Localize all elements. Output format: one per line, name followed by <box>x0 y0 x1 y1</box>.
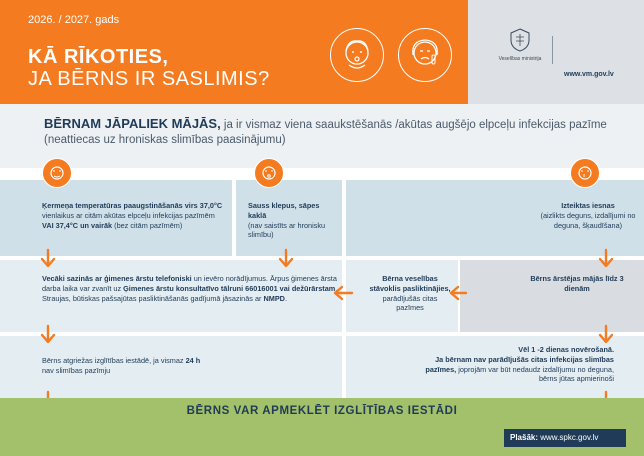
ministry-name: Veselības ministrija <box>498 56 542 62</box>
nose-note: (aizlikts deguns, izdalījumi no deguna, šķaudīšana) <box>540 210 636 230</box>
intro-rest: ja ir vismaz viena saaukstēšanās /akūtas augšējo elpceļu infekcijas pazīme (neattiecas uz hroniskas slimības paasinājumu) <box>44 119 607 146</box>
parents-bold-2: Ģimenes ārstu konsultatīvo tālruni 66016001 <box>123 283 278 293</box>
cough-bold: Sauss klepus, sāpes kaklā <box>248 201 320 220</box>
parents-text-3: . Straujas, būtiskas pašsajūtas pasliktināšanās gadījumā jāsazinās ar <box>42 283 338 303</box>
parents-text-1: un ievēro norādījumus. Ārpus ģimenes ārsta darba laika var zvanīt uz <box>42 274 337 293</box>
fever-text-1: vienlaikus ar citām akūtas elpceļu infekcijas pazīmēm <box>42 210 215 220</box>
observe-note: joprojām var būt nedaudz izdalījumu no deguna, bērns jūtas apmierinoši <box>456 364 614 384</box>
more-info-link[interactable] <box>504 429 626 447</box>
parents-text-4: . <box>284 293 287 303</box>
home-bold: Bērns ārstējas mājās līdz 3 dienām <box>530 274 624 293</box>
observe-bold-2: Ja bērnam nav parādījušās citas infekcijas slimības pazīmes, <box>425 354 614 374</box>
observe-bold-1: Vēl 1 -2 dienas novērošanā. <box>518 345 614 354</box>
ministry-website-link[interactable]: www.vm.gov.lv <box>564 71 614 78</box>
fever-bold-1: Ķermeņa temperatūras paaugstināšanās virs 37,0°C <box>42 201 223 210</box>
more-info-url: www.spkc.gov.lv <box>538 433 599 442</box>
fever-bold-2: VAI 37,4°C un vairāk <box>42 220 113 230</box>
attend-school-message: BĒRNS VAR APMEKLĒT IZGLĪTĪBAS IESTĀDI <box>186 405 458 417</box>
title-line-1: KĀ RĪKOTIES, <box>28 46 169 68</box>
year-label: 2026. / 2027. gads <box>28 14 120 26</box>
more-info-label: Plašāk: <box>510 433 539 442</box>
title-line-2: JA BĒRNS IR SASLIMIS? <box>28 68 270 90</box>
fever-text-2: (bez citām pazīmēm) <box>112 220 183 230</box>
intro-bold: BĒRNAM JĀPALIEK MĀJĀS, <box>44 116 221 131</box>
cough-note: (nav saistīts ar hronisku slimību) <box>248 220 326 240</box>
nose-bold: Izteiktas iesnas <box>561 201 615 210</box>
parents-bold-1: Vecāki sazinās ar ģimenes ārstu telefoniski <box>42 274 192 283</box>
return-bold: 24 h <box>185 356 201 365</box>
worse-bold: Bērna veselības stāvoklis pasliktinājies, <box>369 274 451 293</box>
parents-bold-4: NMPD <box>263 293 285 303</box>
return-text-2: nav slimības pazīmju <box>42 365 111 375</box>
return-text-1: Bērns atgriežas izglītības iestādē, ja vismaz <box>42 356 186 365</box>
parents-bold-3: vai dežūrārstam <box>279 283 336 293</box>
worse-note: parādījušās citas pazīmes <box>382 293 438 313</box>
